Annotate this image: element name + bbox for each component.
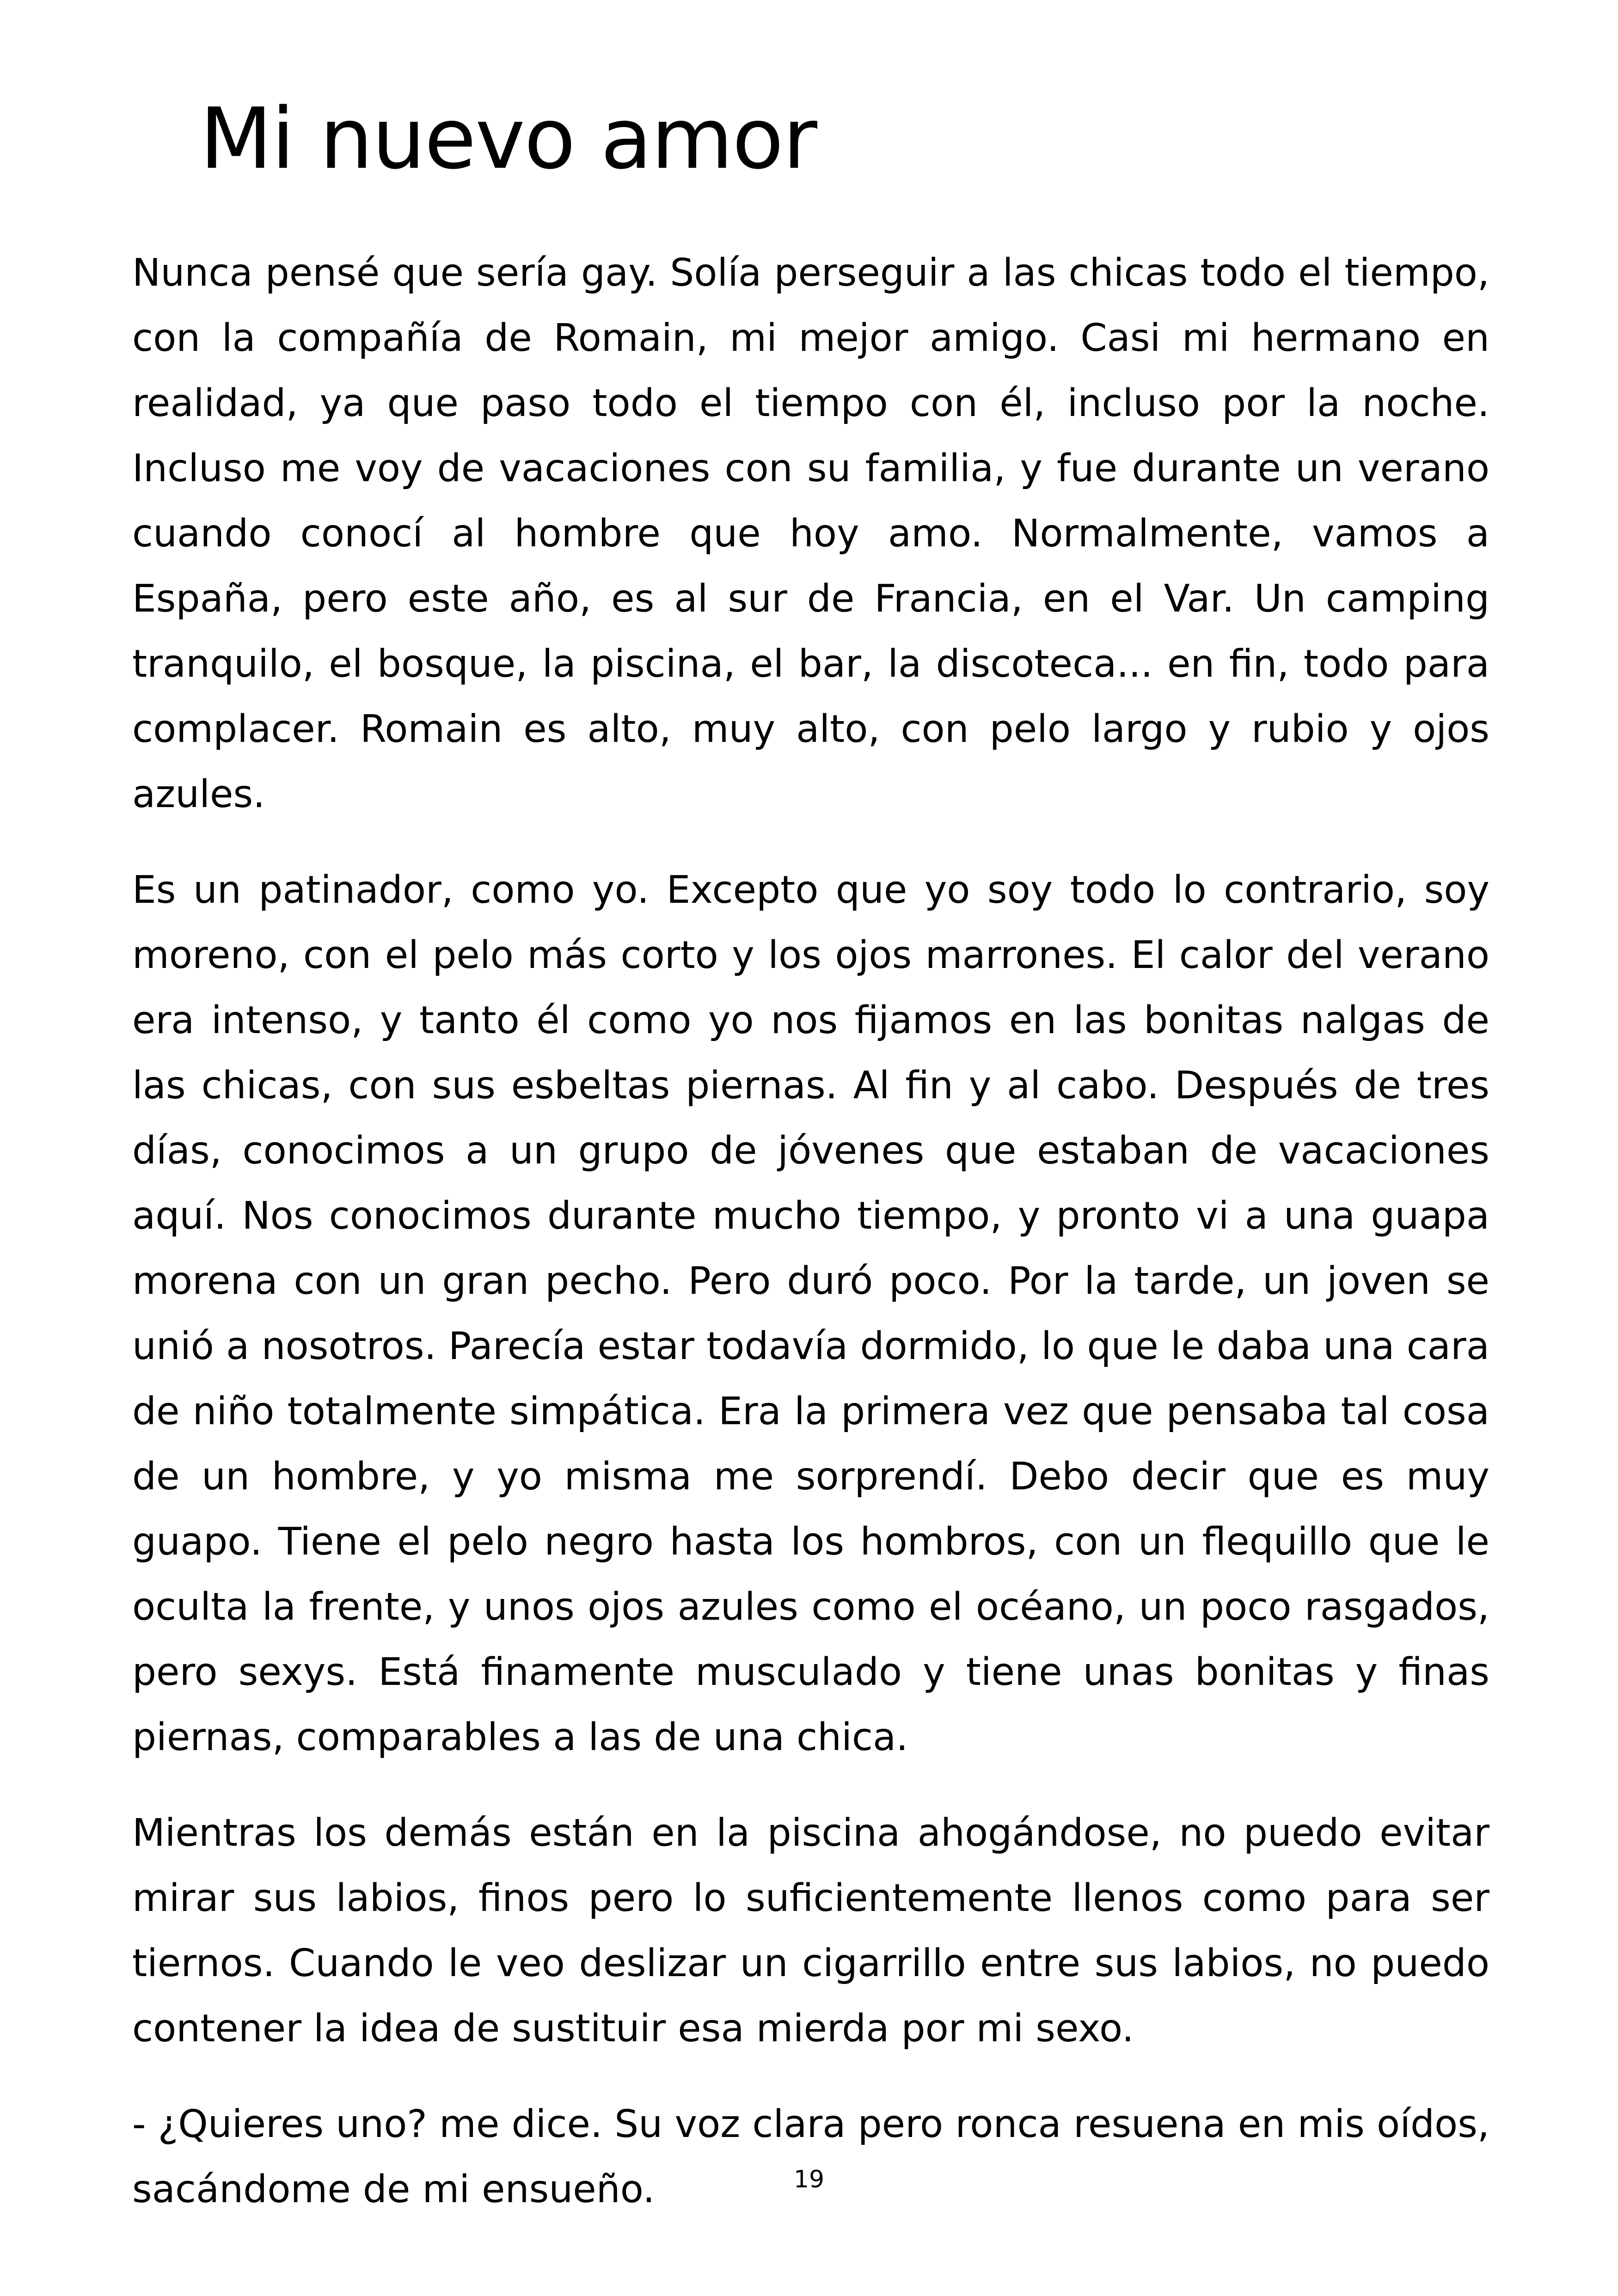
page-number: 19 bbox=[793, 2166, 825, 2193]
body-text bbox=[132, 240, 1489, 2253]
paragraph-3: Mientras los demás están en la piscina ahogándose, no puedo evitar mirar sus labios, finos pero lo suficientemente llenos como para ser tiernos. Cuando le veo deslizar un cigarrillo entre sus labios, no puedo contener la idea de sustituir esa mierda por mi sexo. bbox=[132, 1811, 1489, 2051]
page-title: Mi nuevo amor bbox=[200, 90, 817, 188]
paragraph-4: - ¿Quieres uno? me dice. Su voz clara pero ronca resuena en mis oídos, sacándome de mi ensueño. bbox=[132, 2102, 1489, 2211]
paragraph-2: Es un patinador, como yo. Excepto que yo soy todo lo contrario, soy moreno, con el pelo más corto y los ojos marrones. El calor del verano era intenso, y tanto él como yo nos fijamos en las bonitas nalgas de las chicas, con sus esbeltas piernas. Al fin y al cabo. Después de tres días, conocimos a un grupo de jóvenes que estaban de vacaciones aquí. Nos conocimos durante mucho tiempo, y pronto vi a una guapa morena con un gran pecho. Pero duró poco. Por la tarde, un joven se unió a nosotros. Parecía estar todavía dormido, lo que le daba una cara de niño totalmente simpática. Era la primera vez que pensaba tal cosa de un hombre, y yo misma me sorprendí. Debo decir que es muy guapo. Tiene el pelo negro hasta los hombros, con un flequillo que le oculta la frente, y unos ojos azules como el océano, un poco rasgados, pero sexys. Está finamente musculado y tiene unas bonitas y finas piernas, comparables a las de una chica. bbox=[132, 868, 1489, 1759]
paragraph-1: Nunca pensé que sería gay. Solía perseguir a las chicas todo el tiempo, con la compañía de Romain, mi mejor amigo. Casi mi hermano en realidad, ya que paso todo el tiempo con él, incluso por la noche. Incluso me voy de vacaciones con su familia, y fue durante un verano cuando conocí al hombre que hoy amo. Normalmente, vamos a España, pero este año, es al sur de Francia, en el Var. Un camping tranquilo, el bosque, la piscina, el bar, la discoteca... en fin, todo para complacer. Romain es alto, muy alto, con pelo largo y rubio y ojos azules. bbox=[132, 251, 1489, 816]
